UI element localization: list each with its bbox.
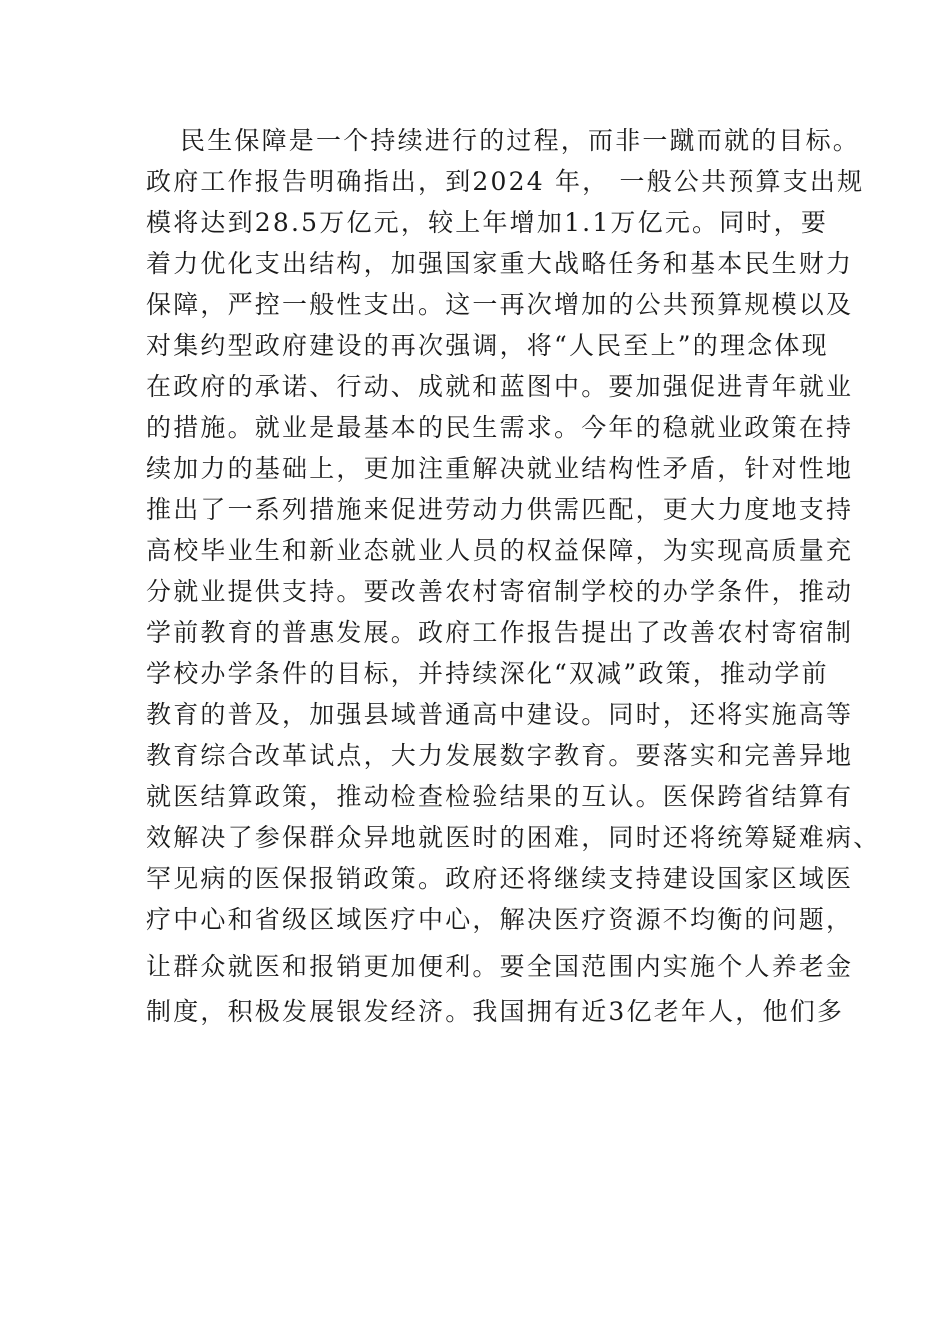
text-line-17: 就医结算政策，推动检查检验结果的互认。医保跨省结算有 [146, 782, 854, 811]
text-line-20: 疗中心和省级区域医疗中心，解决医疗资源不均衡的问题， [146, 905, 854, 934]
text-line-2: 政府工作报告明确指出，到2024 年， 一般公共预算支出规 [146, 167, 865, 196]
text-line-13: 学前教育的普惠发展。政府工作报告提出了改善农村寄宿制 [146, 618, 854, 647]
text-line-18: 效解决了参保群众异地就医时的困难，同时还将统筹疑难病、 [146, 823, 881, 852]
text-line-16: 教育综合改革试点，大力发展数字教育。要落实和完善异地 [146, 741, 854, 770]
text-line-4: 着力优化支出结构，加强国家重大战略任务和基本民生财力 [146, 249, 854, 278]
text-line-7: 在政府的承诺、行动、成就和蓝图中。要加强促进青年就业 [146, 372, 854, 401]
text-line-3: 模将达到28.5万亿元，较上年增加1.1万亿元。同时，要 [146, 208, 829, 237]
text-line-11: 高校毕业生和新业态就业人员的权益保障，为实现高质量充 [146, 536, 854, 565]
text-line-12: 分就业提供支持。要改善农村寄宿制学校的办学条件，推动 [146, 577, 854, 606]
text-line-22: 制度，积极发展银发经济。我国拥有近3亿老年人，他们多 [146, 997, 845, 1026]
text-line-6: 对集约型政府建设的再次强调，将“人民至上”的理念体现 [146, 331, 829, 360]
text-line-10: 推出了一系列措施来促进劳动力供需匹配，更大力度地支持 [146, 495, 854, 524]
text-line-14: 学校办学条件的目标，并持续深化“双减”政策，推动学前 [146, 659, 829, 688]
text-line-9: 续加力的基础上，更加注重解决就业结构性矛盾，针对性地 [146, 454, 854, 483]
text-line-19: 罕见病的医保报销政策。政府还将继续支持建设国家区域医 [146, 864, 854, 893]
text-line-21: 让群众就医和报销更加便利。要全国范围内实施个人养老金 [146, 952, 854, 981]
text-line-8: 的措施。就业是最基本的民生需求。今年的稳就业政策在持 [146, 413, 854, 442]
text-line-1: 民生保障是一个持续进行的过程，而非一蹴而就的目标。 [180, 126, 861, 155]
text-line-5: 保障，严控一般性支出。这一再次增加的公共预算规模以及 [146, 290, 854, 319]
text-line-15: 教育的普及，加强县域普通高中建设。同时，还将实施高等 [146, 700, 854, 729]
